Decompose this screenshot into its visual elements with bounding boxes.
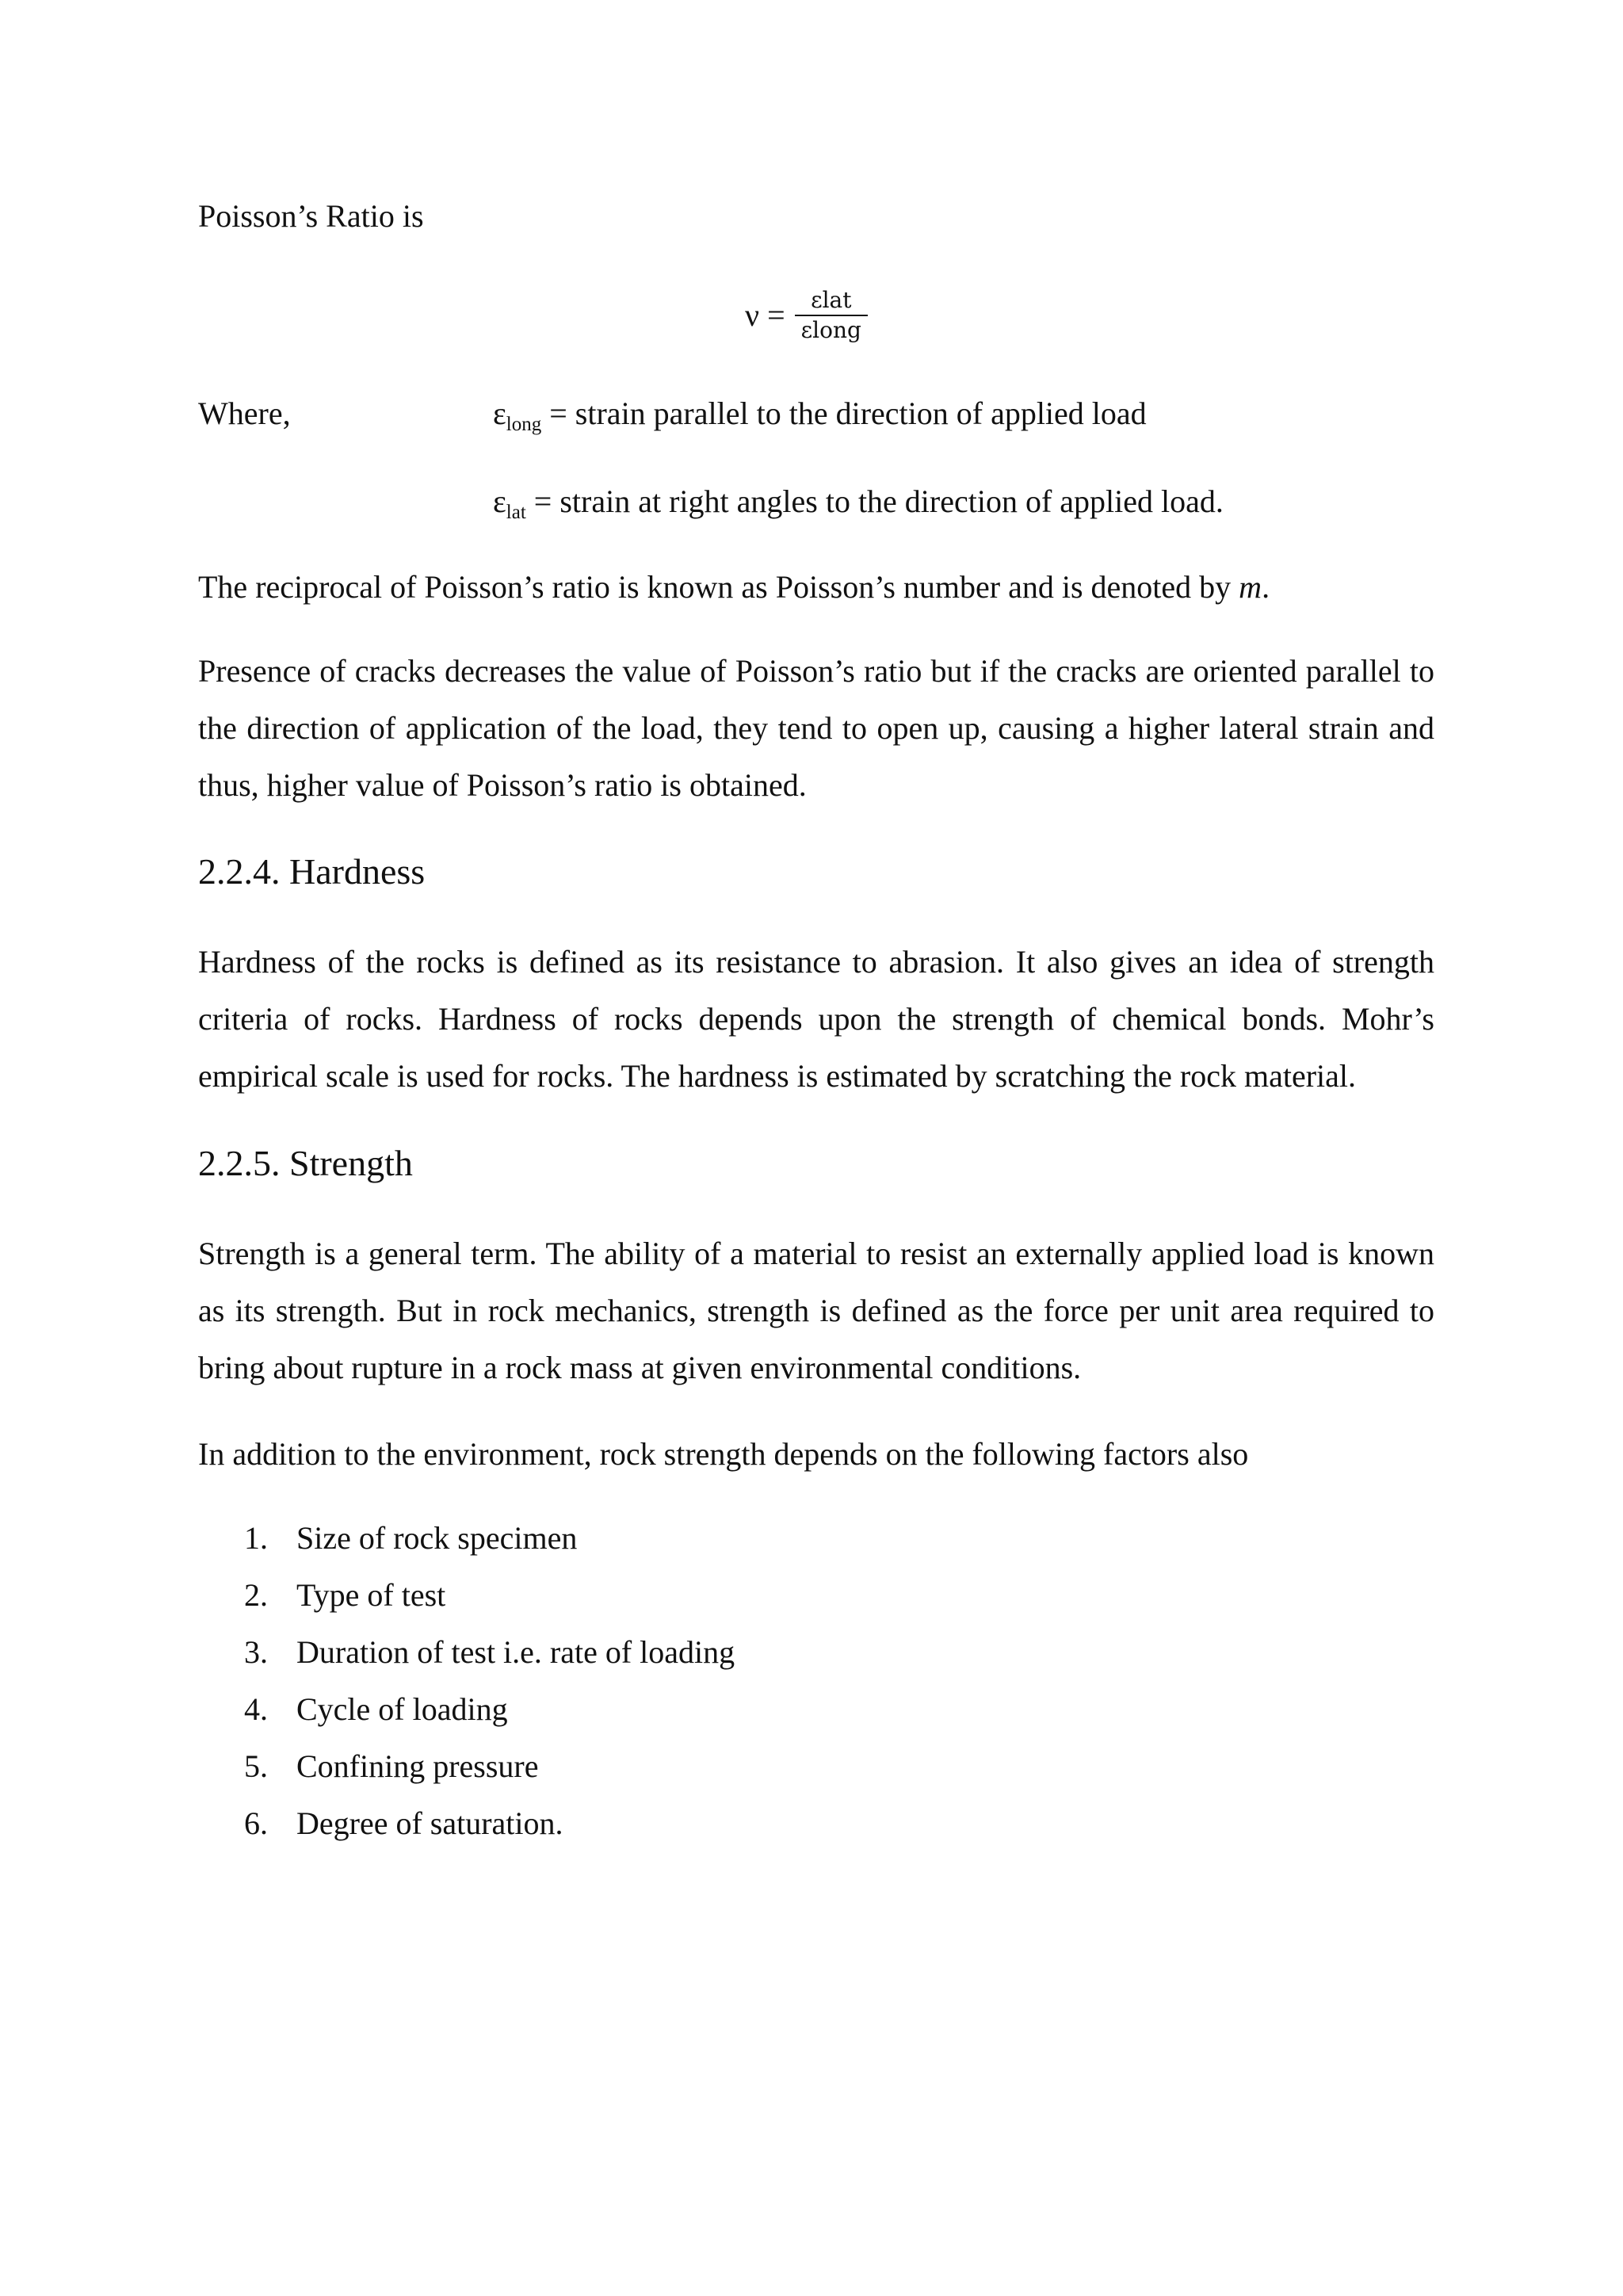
definition-long-strain (493, 385, 1147, 453)
list-text: Type of test (296, 1577, 446, 1613)
strength-factors-list (244, 1510, 735, 1852)
reciprocal-paragraph (198, 559, 1434, 616)
list-item (244, 1738, 735, 1795)
list-number: 4. (244, 1691, 268, 1727)
hardness-paragraph: Hardness of the rocks is defined as its resistance to abrasion. It also gives an idea of strength criteria of rocks. Hardness of rocks depends upon the strength of chemical bonds. Mohr’s empirical scale is used for rocks. The hardness is estimated by scratching the rock material. (198, 944, 1434, 1094)
list-item (244, 1567, 735, 1624)
list-text: Size of rock specimen (296, 1520, 578, 1556)
factors-intro: In addition to the environment, rock strength depends on the following factors also (198, 1436, 1249, 1472)
formula-denominator: εlong (800, 317, 861, 343)
poisson-number-symbol: m (1239, 569, 1262, 605)
list-text: Cycle of loading (296, 1691, 508, 1727)
hardness-heading: 2.2.4. Hardness (198, 851, 426, 892)
list-text: Degree of saturation. (296, 1805, 563, 1841)
where-label: Where, (198, 395, 291, 431)
formula-lhs: ν = (745, 297, 785, 333)
definition-text: = strain parallel to the direction of applied load (541, 395, 1147, 431)
list-text: Duration of test i.e. rate of loading (296, 1634, 735, 1670)
list-number: 6. (244, 1805, 268, 1841)
definition-lat-strain (493, 473, 1224, 541)
list-item (244, 1795, 735, 1852)
subscript-lat: lat (506, 502, 526, 523)
list-text: Confining pressure (296, 1748, 539, 1784)
list-number: 3. (244, 1634, 268, 1670)
list-item (244, 1624, 735, 1681)
formula-fraction (795, 286, 868, 345)
definition-text: = strain at right angles to the direction of applied load. (525, 483, 1224, 519)
strength-paragraph: Strength is a general term. The ability of a material to resist an externally applied load is known as its strength. But in rock mechanics, strength is defined as the force per unit area required to bring about rupture in a rock mass at given environmental conditions. (198, 1236, 1434, 1385)
formula-numerator: εlat (811, 287, 852, 313)
reciprocal-text: The reciprocal of Poisson’s ratio is known as Poisson’s number and is denoted by (198, 569, 1239, 605)
list-number: 1. (244, 1520, 268, 1556)
cracks-paragraph: Presence of cracks decreases the value of Poisson’s ratio but if the cracks are oriented parallel to the direction of application of the load, they tend to open up, causing a higher lateral strain and thus, higher value of Poisson’s ratio is obtained. (198, 653, 1434, 803)
strength-heading: 2.2.5. Strength (198, 1143, 413, 1183)
list-item (244, 1681, 735, 1738)
epsilon-symbol: ε (493, 483, 506, 519)
reciprocal-end: . (1262, 569, 1270, 605)
list-item (244, 1510, 735, 1567)
epsilon-symbol: ε (493, 395, 506, 431)
subscript-long: long (506, 414, 542, 435)
intro-text: Poisson’s Ratio is (198, 198, 424, 234)
list-number: 5. (244, 1748, 268, 1784)
poisson-ratio-formula (745, 276, 868, 355)
list-number: 2. (244, 1577, 268, 1613)
